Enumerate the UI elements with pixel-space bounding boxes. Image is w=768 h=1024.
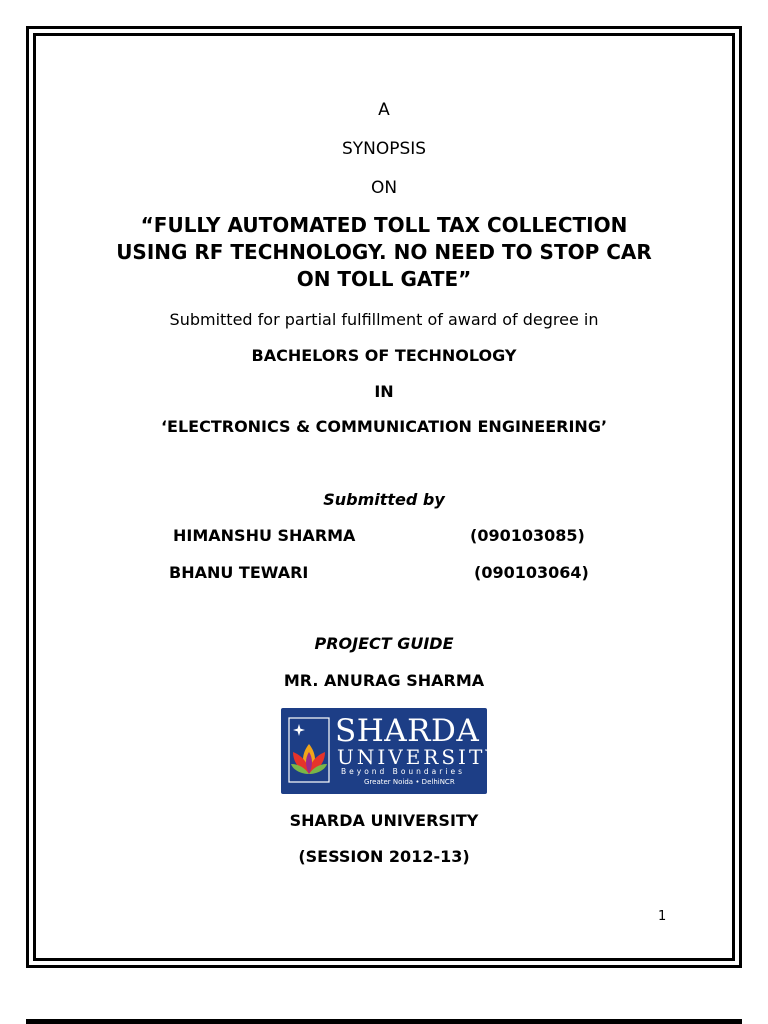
submitted-by-label: Submitted by: [323, 490, 445, 509]
logo-tagline: Beyond Boundaries: [341, 767, 465, 776]
next-page-border: [26, 1019, 742, 1024]
sharda-university-logo: [281, 708, 502, 794]
in-text: IN: [374, 382, 394, 401]
session-text: (SESSION 2012-13): [298, 847, 470, 866]
student-name: HIMANSHU SHARMA: [173, 526, 356, 545]
student-roll: (090103064): [474, 563, 589, 582]
department-name: ‘ELECTRONICS & COMMUNICATION ENGINEERING’: [160, 417, 608, 436]
university-name: SHARDA UNIVERSITY: [289, 811, 479, 830]
project-guide-label: PROJECT GUIDE: [314, 634, 454, 653]
student-roll: (090103085): [470, 526, 585, 545]
logo-location: Greater Noida • DelhiNCR: [364, 778, 455, 786]
heading-synopsis: SYNOPSIS: [341, 139, 427, 159]
guide-name: MR. ANURAG SHARMA: [283, 671, 485, 690]
project-title-line: USING RF TECHNOLOGY. NO NEED TO STOP CAR: [116, 240, 652, 264]
project-title-line: “FULLY AUTOMATED TOLL TAX COLLECTION: [140, 213, 628, 237]
project-title: [84, 212, 684, 293]
project-title-line: ON TOLL GATE”: [296, 267, 472, 291]
heading-a: A: [378, 100, 390, 120]
student-name: BHANU TEWARI: [169, 563, 309, 582]
heading-on: ON: [370, 178, 398, 198]
degree-name: BACHELORS OF TECHNOLOGY: [251, 346, 517, 365]
page-number: 1: [658, 909, 667, 924]
submitted-for-text: Submitted for partial fulfillment of award of degree in: [169, 310, 599, 329]
logo-name: SHARDA: [335, 713, 480, 749]
logo-subtitle: UNIVERSITY: [337, 745, 502, 769]
